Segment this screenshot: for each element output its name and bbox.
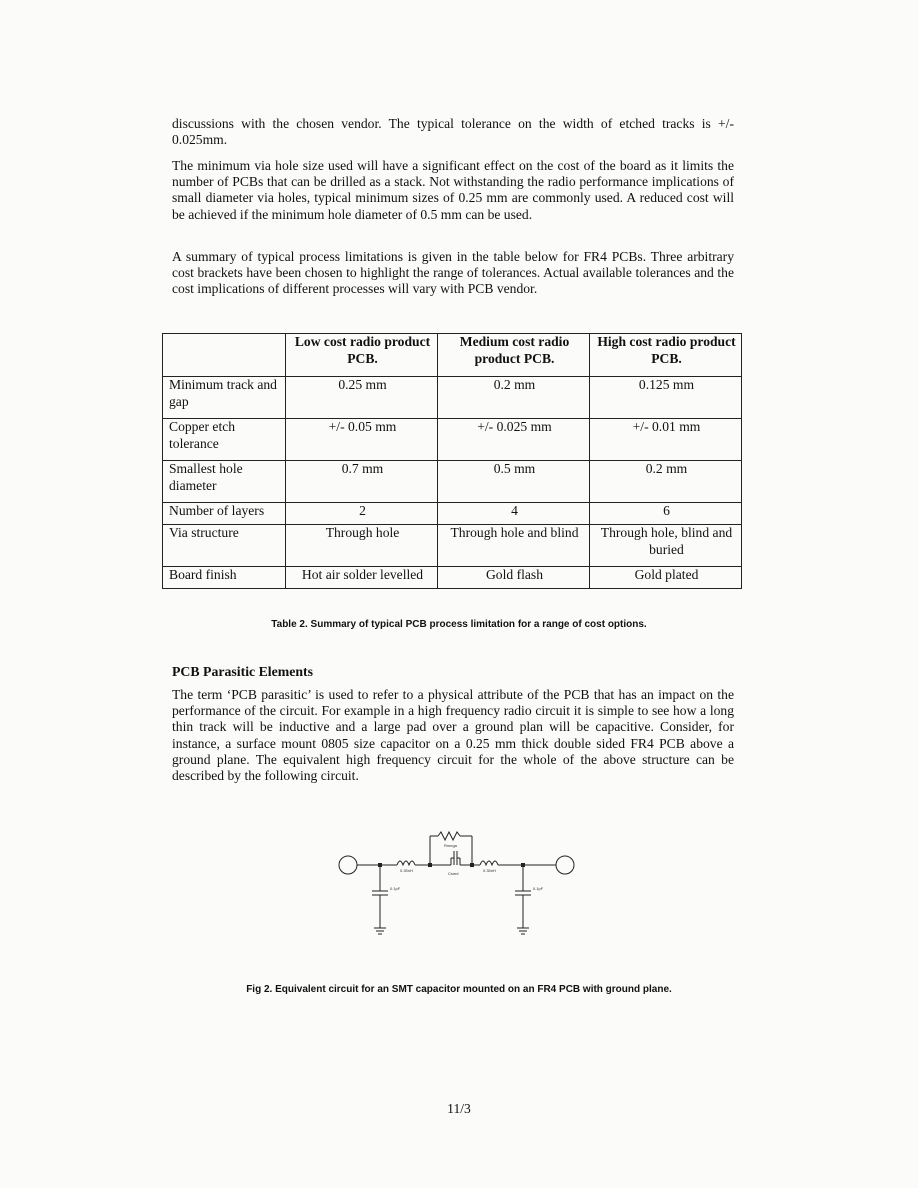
table-cell: 4 — [438, 503, 590, 525]
row-label: Via structure — [163, 525, 286, 567]
shunt-capacitor-right-label: 0.1pF — [533, 886, 544, 891]
table-row — [163, 567, 742, 589]
table-header-empty — [163, 334, 286, 377]
table-header-low-cost: Low cost radio product PCB. — [286, 334, 438, 377]
row-label: Board finish — [163, 567, 286, 589]
series-capacitor-label: Csmd — [448, 871, 459, 876]
table-cell: 0.2 mm — [438, 377, 590, 419]
table-cell: +/- 0.025 mm — [438, 419, 590, 461]
row-label: Copper etch tolerance — [163, 419, 286, 461]
table-cell: 6 — [590, 503, 742, 525]
table-cell: 0.25 mm — [286, 377, 438, 419]
table-cell: Through hole, blind and buried — [590, 525, 742, 567]
resistor-label: Rmega — [444, 843, 457, 848]
table-row — [163, 377, 742, 419]
table-cell: 2 — [286, 503, 438, 525]
table-cell: Hot air solder levelled — [286, 567, 438, 589]
table-cell: +/- 0.05 mm — [286, 419, 438, 461]
inductor-left-icon — [397, 861, 415, 865]
table-row — [163, 525, 742, 567]
paragraph-pcb-parasitic: The term ‘PCB parasitic’ is used to refer to a physical attribute of the PCB that has an impact on the performance of the circuit. For example in a high frequency radio circuit it is simple to see how a long thin track will be inductive and a large pad over a ground plan will be capacitive. Consider, for instance, a surface mount 0805 size capacitor on a 0.25 mm thick double sided FR4 PCB above a ground plane. The equivalent high frequency circuit for the whole of the above structure can be described by the following circuit. — [172, 687, 734, 784]
resistor-icon — [438, 832, 460, 840]
table-header-high-cost: High cost radio product PCB. — [590, 334, 742, 377]
table-caption: Table 2. Summary of typical PCB process limitation for a range of cost options. — [271, 619, 647, 630]
row-label: Minimum track and gap — [163, 377, 286, 419]
inductor-right-icon — [480, 861, 498, 865]
table-cell: Gold flash — [438, 567, 590, 589]
table-cell: 0.2 mm — [590, 461, 742, 503]
table-cell: Gold plated — [590, 567, 742, 589]
table-cell: +/- 0.01 mm — [590, 419, 742, 461]
page-number: 11/3 — [447, 1101, 471, 1116]
table-cell: Through hole and blind — [438, 525, 590, 567]
table-row — [163, 461, 742, 503]
equivalent-circuit-diagram — [330, 828, 575, 940]
section-heading: PCB Parasitic Elements — [172, 664, 314, 679]
table-row — [163, 503, 742, 525]
table-header-medium-cost: Medium cost radio product PCB. — [438, 334, 590, 377]
inductor-left-label: 0.35nH — [400, 868, 413, 873]
figure-caption: Fig 2. Equivalent circuit for an SMT capacitor mounted on an FR4 PCB with ground plane. — [246, 984, 672, 995]
row-label: Number of layers — [163, 503, 286, 525]
table-cell: 0.125 mm — [590, 377, 742, 419]
process-limitations-table — [162, 333, 742, 589]
input-port-icon — [339, 856, 357, 874]
output-port-icon — [556, 856, 574, 874]
paragraph-vendor-tolerance: discussions with the chosen vendor. The typical tolerance on the width of etched tracks is +/- 0.025mm. — [172, 116, 734, 148]
table-row — [163, 419, 742, 461]
row-label: Smallest hole diameter — [163, 461, 286, 503]
table-cell: 0.7 mm — [286, 461, 438, 503]
paragraph-table-summary: A summary of typical process limitations is given in the table below for FR4 PCBs. Three arbitrary cost brackets have been chosen to highlight the range of tolerances. Actual available tolerances and the cost implications of different processes will vary with PCB vendor. — [172, 249, 734, 297]
shunt-capacitor-left-label: 0.1pF — [390, 886, 401, 891]
table-cell: 0.5 mm — [438, 461, 590, 503]
table-cell: Through hole — [286, 525, 438, 567]
paragraph-via-hole-size: The minimum via hole size used will have a significant effect on the cost of the board as it limits the number of PCBs that can be drilled as a stack. Not withstanding the radio performance implications of small diameter via holes, typical minimum sizes of 0.25 mm are commonly used. A reduced cost will be achieved if the minimum hole diameter of 0.5 mm can be used. — [172, 158, 734, 222]
table-header-row — [163, 334, 742, 377]
inductor-right-label: 0.35nH — [483, 868, 496, 873]
